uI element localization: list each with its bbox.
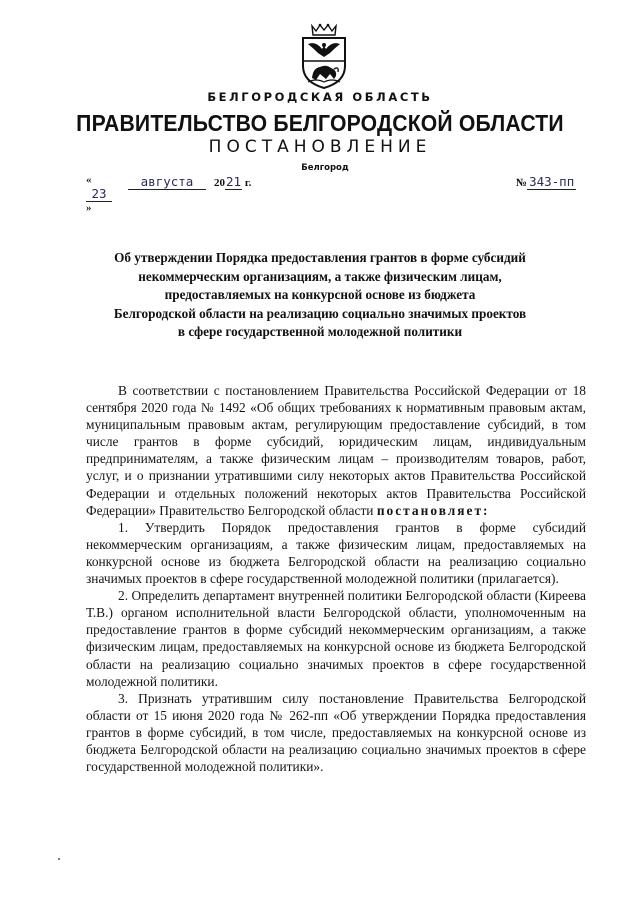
item-3-paragraph: 3. Признать утратившим силу постановление Правительства Белгородской области от 15 июня 2020 года № 262-пп «Об утверждении Порядка предоставления грантов в форме субсидий, в том числе, предоставляемых на конкурсной основе из бюджета Белгородской области на реализацию социально значимых проектов в сфере государственной молодежной политики». <box>86 690 586 775</box>
coat-of-arms-icon <box>296 22 352 90</box>
date-day: 23 <box>86 186 112 202</box>
title-line: некоммерческим организациям, а также физическим лицам, <box>138 268 502 284</box>
title-line: в сфере государственной молодежной политики <box>177 324 463 340</box>
title-line: Белгородской области на реализацию социально значимых проектов <box>113 305 527 321</box>
resolves-word: постановляет: <box>376 502 490 518</box>
region-name: БЕЛГОРОДСКАЯ ОБЛАСТЬ <box>207 90 433 104</box>
date-close-quote: » <box>86 202 92 214</box>
document-title <box>85 249 555 342</box>
number-value: 343-пп <box>529 174 575 189</box>
date-month: августа <box>128 174 206 190</box>
date-year-unit: г. <box>244 177 252 189</box>
date-month-group <box>128 174 206 190</box>
date-year-group <box>214 174 251 190</box>
document-number <box>516 174 576 190</box>
document-type: ПОСТАНОВЛЕНИЕ <box>208 137 432 157</box>
date-year-suffix: 21 <box>226 174 242 189</box>
document-body <box>86 382 586 775</box>
date-day-group <box>86 174 112 214</box>
number-prefix: № <box>516 177 528 189</box>
date-year-prefix: 20 <box>214 177 225 189</box>
preamble-text: В соответствии с постановлением Правительства Российской Федерации от 18 сентября 2020 года № 1492 «Об общих требованиях к нормативным правовым актам, муниципальным правовым актам, регулирующим предоставление субсидий, в том числе грантов в форме субсидий, юридическим лицам, индивидуальным предпринимателям, а также физическим лицам – производителям товаров, работ, услуг, и о признании утратившими силу некоторых актов Правительства Российской Федерации и отдельных положений некоторых актов Правительства Российской Федерации» Правительство Белгородской области <box>86 383 586 518</box>
date-open-quote: « <box>86 174 92 186</box>
preamble-paragraph <box>86 382 586 519</box>
item-1-paragraph: 1. Утвердить Порядок предоставления грантов в форме субсидий некоммерческим организациям, а также физическим лицам, предоставляемых на конкурсной основе из бюджета Белгородской области на реализацию социально значимых проектов в сфере государственной молодежной политики (прилагается). <box>86 519 586 587</box>
item-2-paragraph: 2. Определить департамент внутренней политики Белгородской области (Киреева Т.В.) органом исполнительной власти Белгородской области, уполномоченным на предоставление грантов в форме субсидий некоммерческим организациям, а также физическим лицам, предоставляемых на конкурсной основе из бюджета Белгородской области на реализацию социально значимых проектов в сфере государственной молодежной политики. <box>86 588 586 689</box>
government-name: ПРАВИТЕЛЬСТВО БЕЛГОРОДСКОЙ ОБЛАСТИ <box>76 110 564 136</box>
title-line: предоставляемых на конкурсной основе из бюджета <box>164 287 476 303</box>
city-name: Белгород <box>301 163 349 173</box>
scan-speck <box>58 858 60 860</box>
title-line: Об утверждении Порядка предоставления грантов в форме субсидий <box>114 250 526 265</box>
